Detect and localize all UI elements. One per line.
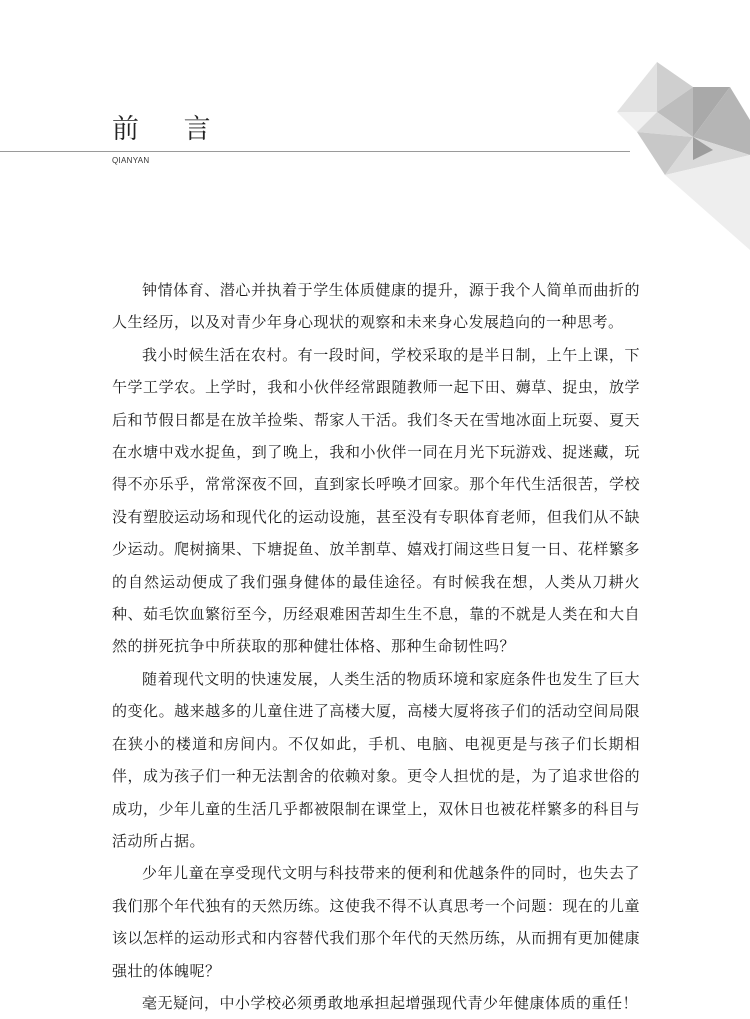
decorative-triangles [575,60,750,250]
title-divider [0,151,630,152]
paragraph: 随着现代文明的快速发展，人类生活的物质环境和家庭条件也发生了巨大的变化。越来越多的儿童住进了高楼大厦，高楼大厦将孩子们的活动空间局限在狭小的楼道和房间内。不仅如此，手机、电脑、电视更是与孩子们长期相伴，成为孩子们一种无法割舍的依赖对象。更令人担忧的是，为了追求世俗的成功，少年儿童的生活几乎都被限制在课堂上，双休日也被花样繁多的科目与活动所占据。 [112,669,640,850]
paragraph: 毫无疑问，中小学校必须勇敢地承担起增强现代青少年健康体质的重任！ [142,993,639,1012]
preface-body [112,274,640,1019]
paragraph: 我小时候生活在农村。有一段时间，学校采取的是半日制，上午上课，下午学工学农。上学时，我和小伙伴经常跟随教师一起下田、薅草、捉虫，放学后和节假日都是在放羊捡柴、帮家人干活。我们冬天在雪地冰面上玩耍、夏天在水塘中戏水捉鱼，到了晚上，我和小伙伴一同在月光下玩游戏、捉迷藏，玩得不亦乐乎，常常深夜不回，直到家长呼唤才回家。那个年代生活很苦，学校没有塑胶运动场和现代化的运动设施，甚至没有专职体育老师，但我们从不缺少运动。爬树摘果、下塘捉鱼、放羊割草、嬉戏打闹这些日复一日、花样繁多的自然运动便成了我们强身健体的最佳途径。有时候我在想，人类从刀耕火种、茹毛饮血繁衍至今，历经艰难困苦却生生不息，靠的不就是人类在和大自然的拼死抗争中所获取的那种健壮体格、那种生命韧性吗？ [112,345,640,656]
paragraph: 钟情体育、潜心并执着于学生体质健康的提升，源于我个人简单而曲折的人生经历，以及对青少年身心现状的观察和未来身心发展趋向的一种思考。 [112,281,640,332]
page-title: 前 言 [112,114,229,145]
paragraph: 少年儿童在享受现代文明与科技带来的便利和优越条件的同时，也失去了我们那个年代独有的天然历练。这使我不得不认真思考一个问题：现在的儿童该以怎样的运动形式和内容替代我们那个年代的天然历练，从而拥有更加健康强壮的体魄呢？ [112,864,640,980]
page-subtitle: QIANYAN [112,156,150,165]
